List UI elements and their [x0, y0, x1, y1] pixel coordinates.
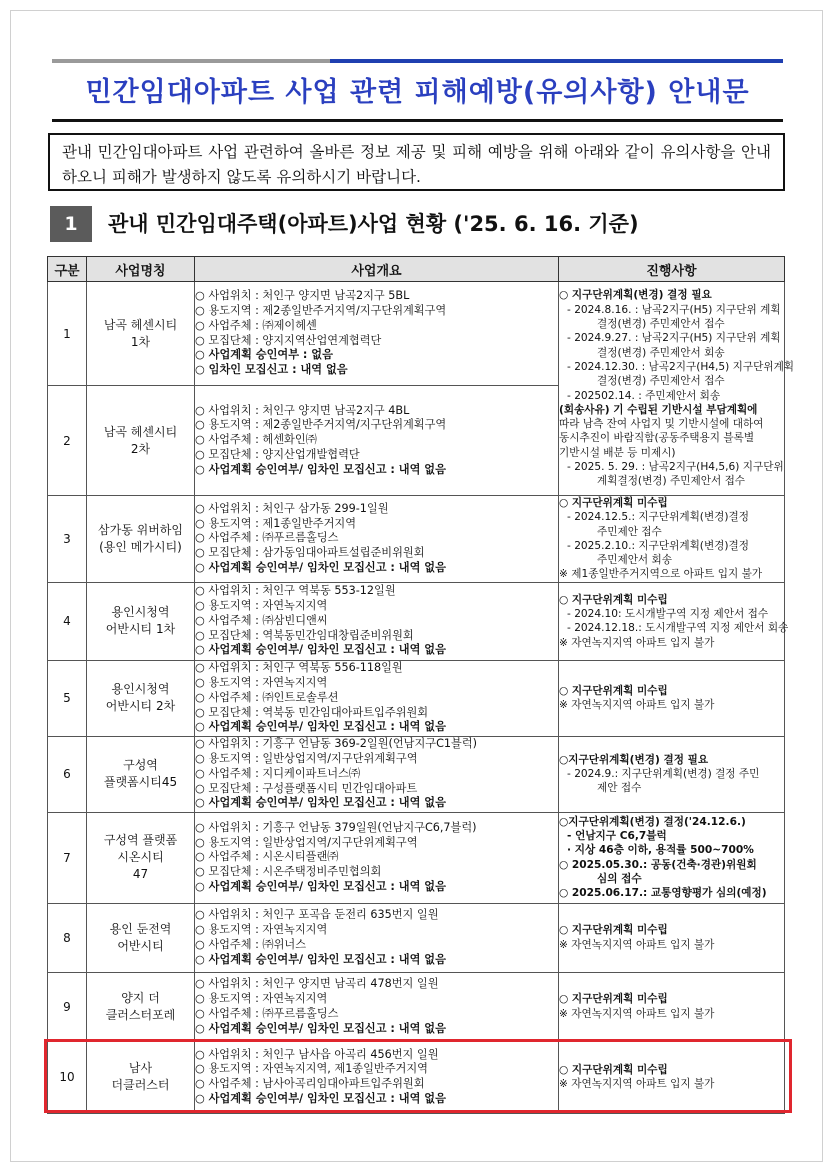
overview-line: ○ 모집단체 : 양지산업개발협력단 — [195, 447, 360, 461]
overview-line: ○ 사업위치 : 처인구 포곡읍 둔전리 635번지 일원 — [195, 908, 439, 922]
progress-line: - 2024.9.27. : 남곡2지구(H5) 지구단위 계획 — [567, 332, 781, 345]
progress-line: 결정(변경) 주민제안서 접수 — [597, 375, 725, 388]
progress-line: 결정(변경) 주민제안서 회송 — [597, 346, 725, 359]
progress-line: - 2024.12.18.: 도시개발구역 지정 제안서 회송 — [567, 622, 789, 635]
intro-box: 관내 민간임대아파트 사업 관련하여 올바른 정보 제공 및 피해 예방을 위해 아래와 같이 유의사항을 안내하오니 피해가 발생하지 않도록 유의하시기 바랍니다. — [48, 133, 785, 191]
header-name: 사업명칭 — [87, 257, 195, 282]
project-name-line: 어반시티 — [117, 938, 164, 953]
progress-line: ※ 자연녹지지역 아파트 입지 불가 — [559, 1078, 715, 1091]
row-number: 3 — [48, 496, 87, 583]
progress-line: 주민제안서 회송 — [597, 554, 673, 567]
row-number: 9 — [48, 972, 87, 1041]
progress-line: ○ 지구단위계획 미수립 — [559, 924, 668, 937]
project-name-line: 플랫폼시티45 — [103, 775, 178, 790]
section-number-badge: 1 — [50, 206, 92, 242]
project-overview — [195, 496, 559, 583]
table-row — [48, 660, 785, 736]
table-row — [48, 582, 785, 660]
project-overview — [195, 582, 559, 660]
overview-line: ○ 모집단체 : 역북동민간임대창립준비위원회 — [195, 628, 414, 642]
highlight-box — [44, 1039, 792, 1113]
project-progress — [559, 736, 785, 812]
project-name — [87, 812, 195, 903]
overview-line: ○ 사업계획 승인여부 : 없음 — [195, 348, 333, 362]
project-name-line: 47 — [132, 867, 149, 882]
progress-line: - 2025. 5. 29. : 남곡2지구(H4,5,6) 지구단위 — [567, 460, 784, 473]
table-row — [48, 972, 785, 1041]
table-body — [48, 282, 795, 1114]
overview-line: ○ 사업계획 승인여부/ 임차인 모집신고 : 내역 없음 — [195, 879, 446, 893]
row-number: 1 — [48, 282, 87, 386]
row-number: 2 — [48, 386, 87, 496]
project-name-line: 구성역 플랫폼 — [103, 833, 178, 848]
progress-line: - 2024.8.16. : 남곡2지구(H5) 지구단위 계획 — [567, 303, 781, 316]
overview-line: ○ 모집단체 : 양지지역산업연계협력단 — [195, 333, 382, 347]
overview-line: ○ 사업계획 승인여부/ 임차인 모집신고 : 내역 없음 — [195, 1021, 446, 1035]
project-status-table — [47, 256, 795, 1114]
progress-line: ○ 지구단위계획 미수립 — [559, 684, 668, 697]
progress-line: - 언남지구 C6,7블럭 — [567, 830, 667, 843]
overview-line: ○ 모집단체 : 역북동 민간임대아파트입주위원회 — [195, 705, 429, 719]
overview-line: ○ 사업주체 : ㈜위너스 — [195, 937, 307, 951]
project-name — [87, 972, 195, 1041]
progress-line: ○ 2025.05.30.: 공동(건축·경관)위원회 — [559, 858, 757, 871]
project-name-line: 2차 — [130, 441, 151, 456]
overview-line: ○ 사업위치 : 기흥구 언남동 379일원(언남지구C6,7블럭) — [195, 820, 477, 834]
overview-line: ○ 사업계획 승인여부/ 임차인 모집신고 : 내역 없음 — [195, 796, 446, 810]
progress-line: ○지구단위계획(변경) 결정('24.12.6.) — [559, 815, 746, 828]
project-name — [87, 660, 195, 736]
progress-line: - 2024.12.30. : 남곡2지구(H4,5) 지구단위계획 — [567, 360, 795, 373]
overview-line: ○ 용도지역 : 자연녹지지역 — [195, 676, 328, 690]
project-name-line: 남사 — [128, 1061, 153, 1076]
overview-line: ○ 사업계획 승인여부/ 임차인 모집신고 : 내역 없음 — [195, 462, 446, 476]
header-progress: 진행사항 — [559, 257, 785, 282]
overview-line: ○ 사업주체 : 헤센화인㈜ — [195, 433, 317, 447]
project-name — [87, 386, 195, 496]
overview-line: ○ 용도지역 : 일반상업지역/지구단위계획구역 — [195, 835, 418, 849]
overview-line: ○ 사업주체 : ㈜제이헤센 — [195, 318, 317, 332]
row-number: 7 — [48, 812, 87, 903]
overview-line: ○ 용도지역 : 일반상업지역/지구단위계획구역 — [195, 752, 418, 766]
project-name-line: 용인 둔전역 — [109, 921, 172, 936]
project-name — [87, 282, 195, 386]
project-name-line: 클러스터포레 — [105, 1007, 176, 1022]
project-name-line: 남곡 헤센시티 — [103, 424, 178, 439]
overview-line: ○ 사업위치 : 처인구 삼가동 299-1일원 — [195, 501, 389, 515]
header-no: 구분 — [48, 257, 87, 282]
overview-line: ○ 사업계획 승인여부/ 임차인 모집신고 : 내역 없음 — [195, 561, 446, 575]
progress-line: ○ 지구단위계획 미수립 — [559, 497, 668, 509]
overview-line: ○ 사업위치 : 기흥구 언남동 369-2일원(언남지구C1블럭) — [195, 737, 478, 751]
progress-line: ※ 자연녹지지역 아파트 입지 불가 — [559, 636, 715, 649]
progress-line: 심의 접수 — [597, 873, 642, 886]
row-number: 10 — [48, 1041, 87, 1113]
overview-line: ○ 용도지역 : 자연녹지지역 — [195, 599, 328, 613]
overview-line: ○ 사업위치 : 처인구 남사읍 아곡리 456번지 일원 — [195, 1047, 439, 1061]
overview-line: ○ 사업주체 : ㈜인트로솔루션 — [195, 690, 339, 704]
project-progress — [559, 972, 785, 1041]
project-overview — [195, 903, 559, 972]
project-name-line: 더클러스터 — [111, 1078, 170, 1093]
project-name — [87, 582, 195, 660]
overview-line: ○ 사업위치 : 처인구 역북동 556-118일원 — [195, 661, 403, 675]
progress-line: ※ 자연녹지지역 아파트 입지 불가 — [559, 1007, 715, 1020]
progress-line: 동시추진이 바람직함(공동주택용지 블록별 — [559, 432, 755, 445]
table-row — [48, 903, 785, 972]
overview-line: ○ 용도지역 : 제2종일반주거지역/지구단위계획구역 — [195, 303, 447, 317]
project-progress — [559, 812, 785, 903]
project-name-line: 양지 더 — [121, 990, 160, 1005]
project-overview — [195, 660, 559, 736]
row-number: 8 — [48, 903, 87, 972]
project-progress — [559, 903, 785, 972]
overview-line: ○ 모집단체 : 시온주택정비주민협의회 — [195, 865, 382, 879]
progress-line: 따라 남측 잔여 사업지 및 기반시설에 대하여 — [559, 418, 764, 431]
header-overview: 사업개요 — [195, 257, 559, 282]
project-name-line: 시온시티 — [117, 850, 164, 865]
progress-line: ○ 지구단위계획 미수립 — [559, 993, 668, 1006]
progress-line: ○ 2025.06.17.: 교통영향평가 심의(예정) — [559, 887, 767, 900]
project-progress — [559, 282, 795, 496]
project-overview — [195, 972, 559, 1041]
progress-line: ※ 제1종일반주거지역으로 아파트 입지 불가 — [559, 568, 763, 581]
project-name — [87, 736, 195, 812]
title-underline — [52, 119, 783, 122]
progress-line: ○ 지구단위계획 미수립 — [559, 1063, 668, 1076]
document-title: 민간임대아파트 사업 관련 피해예방(유의사항) 안내문 — [85, 77, 750, 108]
overview-line: ○ 사업주체 : ㈜삼빈디앤씨 — [195, 613, 328, 627]
overview-line: ○ 사업주체 : ㈜푸르름홀딩스 — [195, 1006, 339, 1020]
progress-line: · 지상 46층 이하, 용적률 500~700% — [567, 844, 754, 857]
overview-line: ○ 사업위치 : 처인구 양지면 남곡2지구 4BL — [195, 403, 410, 417]
progress-line: (회송사유) 기 수립된 기반시설 부담계획에 — [559, 403, 758, 416]
progress-line: ○ 지구단위계획(변경) 결정 필요 — [559, 289, 712, 302]
project-name-line: 용인시청역 — [111, 605, 170, 620]
progress-line: ○ 지구단위계획 미수립 — [559, 593, 668, 606]
overview-line: ○ 모집단체 : 구성플랫폼시티 민간임대아파트 — [195, 781, 418, 795]
section-title: 관내 민간임대주택(아파트)사업 현황 ('25. 6. 16. 기준) — [108, 212, 639, 236]
overview-line: ○ 임차인 모집신고 : 내역 없음 — [195, 363, 348, 377]
progress-line: - 2024.12.5.: 지구단위계획(변경)결정 — [567, 511, 750, 524]
row-number: 4 — [48, 582, 87, 660]
progress-line: 계획결정(변경) 주민제안서 접수 — [597, 475, 746, 488]
overview-line: ○ 사업위치 : 처인구 역북동 553-12일원 — [195, 584, 396, 598]
overview-line: ○ 사업주체 : 시온시티플랜㈜ — [195, 850, 339, 864]
overview-line: ○ 용도지역 : 자연녹지지역, 제1종일반주거지역 — [195, 1062, 428, 1076]
project-name — [87, 903, 195, 972]
project-name-line: 용인시청역 — [111, 682, 170, 697]
progress-line: - 2024.9.: 지구단위계획(변경) 결정 주민 — [567, 768, 760, 781]
progress-line: - 202502.14. : 주민제안서 회송 — [567, 389, 721, 402]
project-progress — [559, 660, 785, 736]
overview-line: ○ 사업계획 승인여부/ 임차인 모집신고 : 내역 없음 — [195, 720, 446, 734]
project-name — [87, 496, 195, 583]
overview-line: ○ 사업주체 : 지디케이파트너스㈜ — [195, 766, 361, 780]
project-progress — [559, 496, 785, 583]
overview-line: ○ 사업계획 승인여부/ 임차인 모집신고 : 내역 없음 — [195, 643, 446, 657]
table-row — [48, 282, 785, 386]
progress-line: 주민제안 접수 — [597, 525, 662, 538]
project-overview — [195, 282, 559, 386]
overview-line: ○ 사업위치 : 처인구 양지면 남곡리 478번지 일원 — [195, 977, 439, 991]
progress-line: ○지구단위계획(변경) 결정 필요 — [559, 753, 709, 766]
progress-line: 결정(변경) 주민제안서 접수 — [597, 318, 725, 331]
project-overview — [195, 386, 559, 496]
project-name-line: 남곡 헤센시티 — [103, 317, 178, 332]
progress-line: ※ 자연녹지지역 아파트 입지 불가 — [559, 938, 715, 951]
overview-line: ○ 용도지역 : 자연녹지지역 — [195, 991, 328, 1005]
table-row — [48, 496, 785, 583]
table-row — [48, 812, 785, 903]
progress-line: ※ 자연녹지지역 아파트 입지 불가 — [559, 699, 715, 712]
row-number: 5 — [48, 660, 87, 736]
top-rule — [52, 59, 783, 63]
overview-line: ○ 사업계획 승인여부/ 임차인 모집신고 : 내역 없음 — [195, 1092, 446, 1106]
overview-line: ○ 사업주체 : ㈜푸르름홀딩스 — [195, 531, 339, 545]
project-name-line: 1차 — [130, 334, 151, 349]
overview-line: ○ 사업계획 승인여부/ 임차인 모집신고 : 내역 없음 — [195, 952, 446, 966]
overview-line: ○ 용도지역 : 제1종일반주거지역 — [195, 516, 357, 530]
overview-line: ○ 모집단체 : 삼가동임대아파트설립준비위원회 — [195, 546, 425, 560]
table-header-row — [48, 257, 785, 282]
overview-line: ○ 용도지역 : 제2종일반주거지역/지구단위계획구역 — [195, 418, 447, 432]
project-name-line: (용인 메가시티) — [99, 539, 182, 554]
project-progress — [559, 582, 789, 660]
overview-line: ○ 사업위치 : 처인구 양지면 남곡2지구 5BL — [195, 289, 410, 303]
project-name-line: 삼가동 위버하임 — [98, 522, 183, 537]
project-name-line: 구성역 — [123, 758, 158, 773]
table-row — [48, 736, 785, 812]
progress-line: - 2025.2.10.: 지구단위계획(변경)결정 — [567, 539, 750, 552]
project-name-line: 어반시티 1차 — [105, 622, 176, 637]
project-name-line: 어반시티 2차 — [105, 699, 176, 714]
overview-line: ○ 용도지역 : 자연녹지지역 — [195, 922, 328, 936]
project-overview — [195, 736, 559, 812]
row-number: 6 — [48, 736, 87, 812]
progress-line: 제안 접수 — [597, 782, 642, 795]
project-overview — [195, 812, 559, 903]
progress-line: - 2024.10: 도시개발구역 지정 제안서 접수 — [567, 607, 769, 620]
progress-line: 기반시설 배분 등 미제시) — [559, 446, 676, 459]
overview-line: ○ 사업주체 : 남사아곡리임대아파트입주위원회 — [195, 1077, 425, 1091]
